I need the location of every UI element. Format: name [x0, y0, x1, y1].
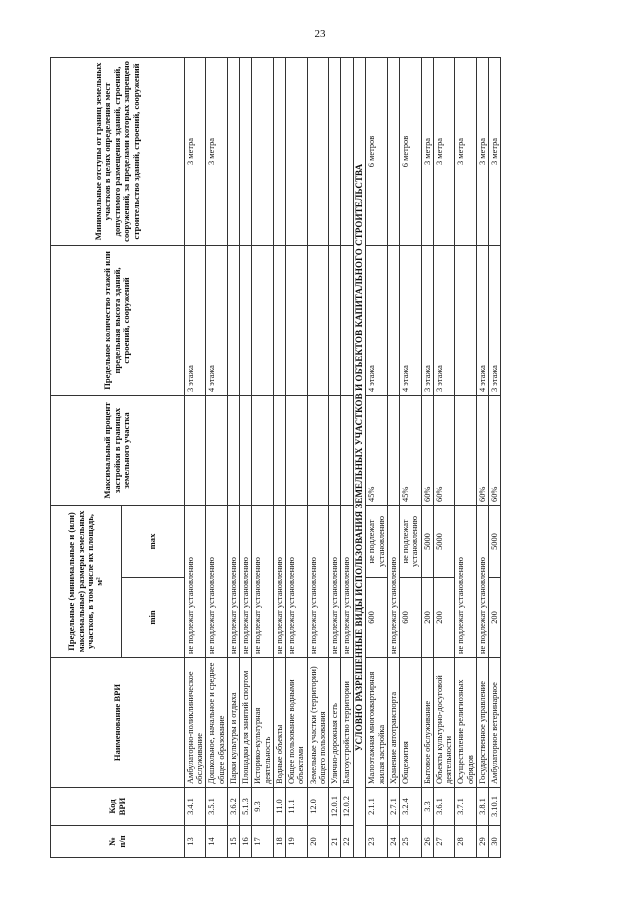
row-floors: 3 этажа	[185, 245, 206, 395]
row-pct: 60%	[433, 395, 454, 505]
row-number: 25	[400, 826, 421, 858]
row-indent: 6 метров	[400, 57, 421, 245]
row-indent: 3 метра	[488, 57, 500, 245]
row-min: 200	[421, 578, 433, 658]
row-name: Общежития	[400, 658, 421, 788]
row-indent	[240, 57, 252, 245]
row-name: Амбулаторное ветеринарное	[488, 658, 500, 788]
row-area-span: не подлежат установлению	[307, 505, 328, 657]
table-row	[252, 57, 273, 857]
table-row	[240, 57, 252, 857]
row-indent	[227, 57, 239, 245]
table-row	[185, 57, 206, 857]
header-indent: Минимальные отступы от границ земельных участков в целях определения мест допустимого размещения зданий, строений, сооружений, за пределами которых запрещено строительство зданий, строений, сооружений	[51, 57, 185, 245]
header-row-1	[51, 57, 122, 857]
row-area-span: не подлежат установлению	[252, 505, 273, 657]
table-row	[488, 57, 500, 857]
row-indent: 6 метров	[366, 57, 387, 245]
row-number: 20	[307, 826, 328, 858]
row-area-span: не подлежат установлению	[240, 505, 252, 657]
table-row	[341, 57, 353, 857]
row-number: 24	[387, 826, 399, 858]
row-name: Осуществление религиозных обрядов	[455, 658, 476, 788]
row-code: 2.7.1	[387, 788, 399, 826]
table-row	[455, 57, 476, 857]
row-area-span: не подлежат установлению	[227, 505, 239, 657]
row-floors: 3 этажа	[433, 245, 454, 395]
row-number: 16	[240, 826, 252, 858]
row-code: 2.1.1	[366, 788, 387, 826]
row-min: 600	[400, 578, 421, 658]
row-pct: 45%	[400, 395, 421, 505]
row-number: 26	[421, 826, 433, 858]
row-name: Хранение автотранспорта	[387, 658, 399, 788]
row-area-span: не подлежат установлению	[455, 505, 476, 657]
row-floors: 3 этажа	[421, 245, 433, 395]
row-floors	[455, 245, 476, 395]
row-name: Общее пользование водными объектами	[286, 658, 307, 788]
row-area-span: не подлежат установлению	[329, 505, 341, 657]
table-row	[433, 57, 454, 857]
row-code: 3.6.2	[227, 788, 239, 826]
row-indent	[307, 57, 328, 245]
table-row	[206, 57, 227, 857]
row-number: 17	[252, 826, 273, 858]
row-area-span: не подлежат установлению	[341, 505, 353, 657]
row-floors	[341, 245, 353, 395]
page-number: 23	[314, 28, 326, 40]
row-name: Историко-культурная деятельность	[252, 658, 273, 788]
header-max: max	[122, 505, 185, 577]
row-name: Объекты культурно-досуговой деятельности	[433, 658, 454, 788]
row-floors	[307, 245, 328, 395]
row-name: Парки культуры и отдыха	[227, 658, 239, 788]
land-use-table	[50, 57, 501, 858]
row-name: Земельные участки (территории) общего пользования	[307, 658, 328, 788]
row-pct	[307, 395, 328, 505]
row-pct	[185, 395, 206, 505]
table-row	[421, 57, 433, 857]
row-max: 5000	[433, 505, 454, 577]
row-max: 5000	[488, 505, 500, 577]
header-min: min	[122, 578, 185, 658]
row-floors	[286, 245, 307, 395]
row-name: Малоэтажная многоквартирная жилая застройка	[366, 658, 387, 788]
row-code: 11.0	[273, 788, 285, 826]
row-indent: 3 метра	[421, 57, 433, 245]
row-pct	[240, 395, 252, 505]
row-code: 3.2.4	[400, 788, 421, 826]
row-area-span: не подлежат установлению	[273, 505, 285, 657]
header-code: Код ВРИ	[51, 788, 185, 826]
row-area-span: не подлежат установлению	[185, 505, 206, 657]
header-no: № п/п	[51, 826, 185, 858]
rotated-table-frame	[50, 58, 592, 858]
row-floors	[329, 245, 341, 395]
row-pct	[341, 395, 353, 505]
row-number: 19	[286, 826, 307, 858]
row-indent: 3 метра	[455, 57, 476, 245]
row-code: 12.0	[307, 788, 328, 826]
row-number: 23	[366, 826, 387, 858]
row-code: 3.7.1	[455, 788, 476, 826]
row-number: 15	[227, 826, 239, 858]
row-pct	[455, 395, 476, 505]
row-floors	[273, 245, 285, 395]
row-indent	[341, 57, 353, 245]
row-area-span: не подлежат установлению	[286, 505, 307, 657]
row-indent	[286, 57, 307, 245]
row-pct	[329, 395, 341, 505]
section-title: УСЛОВНО РАЗРЕШЕННЫЕ ВИДЫ ИСПОЛЬЗОВАНИЯ ЗЕМЕЛЬНЫХ УЧАСТКОВ И ОБЪЕКТОВ КАПИТАЛЬНОГО СТРОИТЕЛЬСТВА	[353, 57, 366, 857]
row-number: 21	[329, 826, 341, 858]
row-pct	[252, 395, 273, 505]
row-name: Дошкольное, начальное и среднее общее образование	[206, 658, 227, 788]
row-code: 3.5.1	[206, 788, 227, 826]
row-floors	[240, 245, 252, 395]
row-code: 3.4.1	[185, 788, 206, 826]
row-pct	[206, 395, 227, 505]
row-code: 5.1.3	[240, 788, 252, 826]
row-floors: 3 этажа	[488, 245, 500, 395]
row-number: 30	[488, 826, 500, 858]
row-min: 200	[433, 578, 454, 658]
section-row	[353, 57, 366, 857]
row-code: 9.3	[252, 788, 273, 826]
row-min: 600	[366, 578, 387, 658]
row-code: 3.3	[421, 788, 433, 826]
row-code: 3.8.1	[476, 788, 488, 826]
row-number: 22	[341, 826, 353, 858]
row-number: 29	[476, 826, 488, 858]
row-code: 11.1	[286, 788, 307, 826]
header-area: Предельные (минимальные и (или) максимальные) размеры земельных участков, в том числе их площадь, м²	[51, 505, 122, 657]
row-code: 3.6.1	[433, 788, 454, 826]
table-row	[387, 57, 399, 857]
row-floors: 4 этажа	[400, 245, 421, 395]
row-code: 12.0.1	[329, 788, 341, 826]
row-indent: 3 метра	[185, 57, 206, 245]
table-row	[329, 57, 341, 857]
row-indent	[252, 57, 273, 245]
row-name: Улично-дорожная сеть	[329, 658, 341, 788]
row-code: 12.0.2	[341, 788, 353, 826]
row-pct: 45%	[366, 395, 387, 505]
row-name: Площадки для занятий спортом	[240, 658, 252, 788]
table-row	[476, 57, 488, 857]
row-name: Водные объекты	[273, 658, 285, 788]
table-row	[366, 57, 387, 857]
table-row	[227, 57, 239, 857]
row-number: 28	[455, 826, 476, 858]
row-pct	[273, 395, 285, 505]
row-floors: 4 этажа	[366, 245, 387, 395]
row-number: 27	[433, 826, 454, 858]
row-area-span: не подлежат установлению	[476, 505, 488, 657]
row-floors	[227, 245, 239, 395]
row-indent: 3 метра	[476, 57, 488, 245]
header-floors: Предельное количество этажей или предельная высота зданий, строений, сооружений	[51, 245, 185, 395]
row-number: 18	[273, 826, 285, 858]
row-max: не подлежат установлению	[400, 505, 421, 577]
row-floors: 4 этажа	[206, 245, 227, 395]
row-name: Благоустройство территории	[341, 658, 353, 788]
row-number: 14	[206, 826, 227, 858]
row-pct	[387, 395, 399, 505]
row-pct	[286, 395, 307, 505]
row-max: 5000	[421, 505, 433, 577]
row-name: Амбулаторно-поликлиническое обслуживание	[185, 658, 206, 788]
row-pct	[227, 395, 239, 505]
row-pct: 60%	[421, 395, 433, 505]
row-indent: 3 метра	[206, 57, 227, 245]
header-pct: Максимальный процент застройки в границах земельного участка	[51, 395, 185, 505]
row-floors	[252, 245, 273, 395]
row-pct: 60%	[488, 395, 500, 505]
row-number: 13	[185, 826, 206, 858]
row-min: 200	[488, 578, 500, 658]
row-floors	[387, 245, 399, 395]
table-row	[400, 57, 421, 857]
row-indent: 3 метра	[433, 57, 454, 245]
row-indent	[273, 57, 285, 245]
row-name: Государственное управление	[476, 658, 488, 788]
row-name: Бытовое обслуживание	[421, 658, 433, 788]
row-pct: 60%	[476, 395, 488, 505]
row-floors: 4 этажа	[476, 245, 488, 395]
row-indent	[329, 57, 341, 245]
row-code: 3.10.1	[488, 788, 500, 826]
table-row	[273, 57, 285, 857]
row-area-span: не подлежат установлению	[206, 505, 227, 657]
table-row	[286, 57, 307, 857]
row-area-span: не подлежат установлению	[387, 505, 399, 657]
row-max: не подлежат установлению	[366, 505, 387, 577]
header-name: Наименование ВРИ	[51, 658, 185, 788]
table-row	[307, 57, 328, 857]
row-indent	[387, 57, 399, 245]
